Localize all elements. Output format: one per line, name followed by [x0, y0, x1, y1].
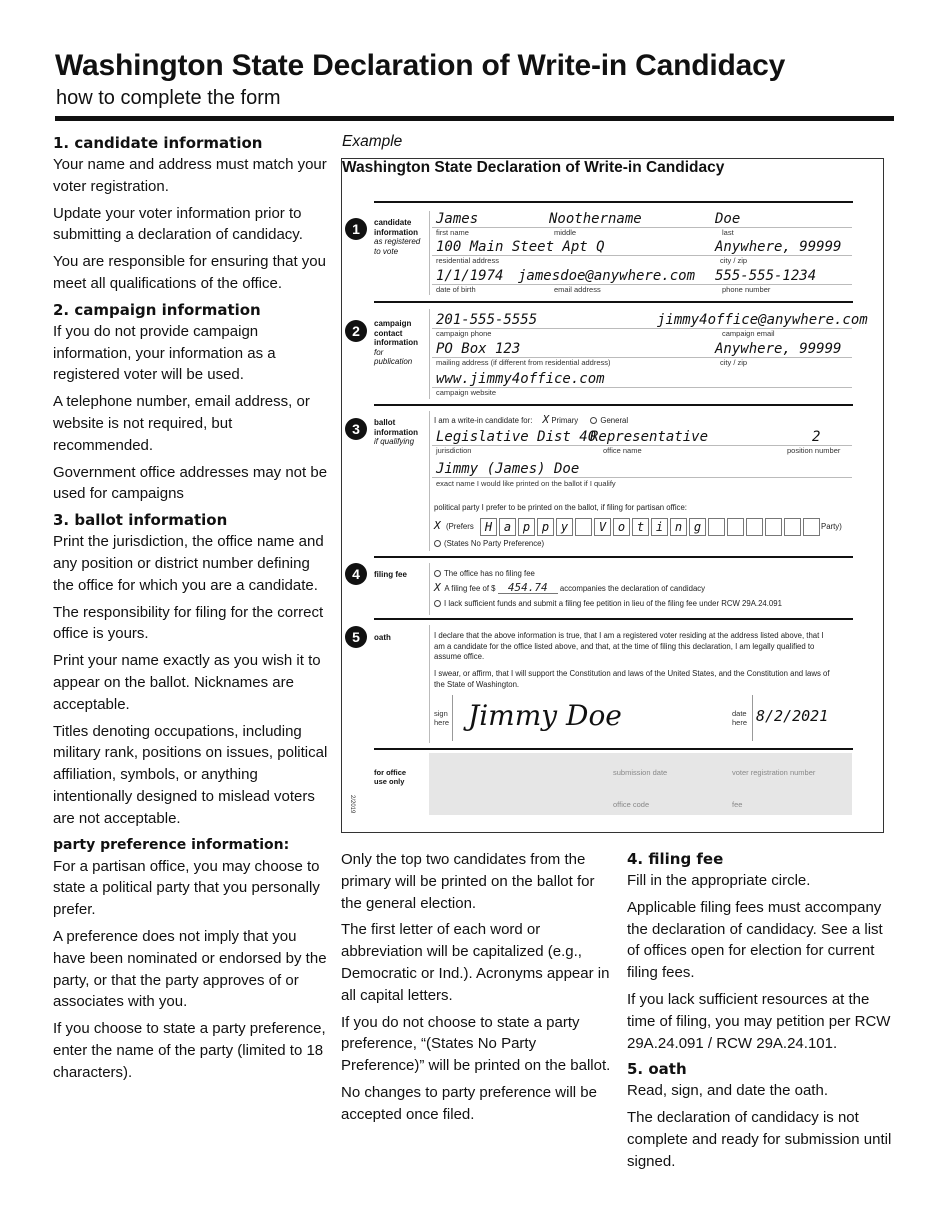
party-letter-box[interactable]: [746, 518, 763, 536]
candidate-info-text-1: Your name and address must match your voter registration.: [53, 156, 327, 195]
primary-option[interactable]: Primary: [551, 416, 579, 425]
form-divider: [374, 556, 853, 558]
office-name-label: office name: [603, 446, 642, 455]
first-name-label: first name: [436, 228, 469, 237]
jurisdiction-value: Legislative Dist 40: [436, 429, 597, 445]
last-name-label: last: [722, 228, 734, 237]
middle-name-label: middle: [554, 228, 577, 237]
form-divider: [374, 201, 853, 203]
mailing-address-value: PO Box 123: [436, 341, 521, 357]
date-divider: [752, 695, 753, 741]
campaign-email-value: jimmy4office@anywhere.com: [657, 312, 868, 328]
voter-registration-label: voter registration number: [732, 768, 816, 777]
party-letter-boxes[interactable]: [480, 518, 820, 536]
party-close-label: Party): [821, 522, 842, 531]
mailing-address-label: mailing address (if different from residential address): [436, 358, 611, 367]
sign-here-label: sign here: [434, 709, 450, 727]
section-1-divider: [429, 211, 430, 295]
section-3-divider: [429, 411, 430, 551]
capitalization-text: The first letter of each word or abbreviation will be capitalized (e.g., Democratic or Ind.). Acronyms appear in all capital letters.: [341, 921, 610, 1004]
party-preference-text-3: If you choose to state a party preference, enter the name of the party (limited to 18 characters).: [53, 1020, 326, 1081]
phone-value: 555-555-1234: [715, 268, 817, 284]
position-number-label: position number: [787, 446, 841, 455]
fee-label: fee: [732, 800, 743, 809]
filing-fee-text-2: Applicable filing fees must accompany the declaration of candidacy. See a list of offices open for election for current filing fees.: [627, 898, 883, 982]
party-preference-heading: party preference information:: [53, 836, 290, 853]
no-fee-option[interactable]: The office has no filing fee: [434, 569, 535, 580]
form-title: Washington State Declaration of Write-in Candidacy: [342, 159, 725, 176]
write-in-candidate-row: I am a write-in candidate for: X Primary General: [434, 413, 629, 426]
campaign-info-text-1: If you do not provide campaign information, your information as a registered voter will be used.: [53, 322, 276, 384]
city-zip-value: Anywhere, 99999: [715, 239, 842, 255]
fee-petition-radio[interactable]: [434, 600, 441, 607]
general-radio[interactable]: [590, 417, 597, 424]
fee-option[interactable]: X A filing fee of $ 454.74 accompanies the declaration of candidacy: [434, 581, 706, 594]
party-letter-box[interactable]: [803, 518, 820, 536]
page-title: Washington State Declaration of Write-in Candidacy: [55, 49, 786, 82]
date-value[interactable]: 8/2/2021: [756, 707, 829, 725]
section-2-label: campaign contact information for publication: [374, 319, 418, 366]
party-letter-box[interactable]: V: [594, 518, 611, 536]
title-rule: [55, 116, 894, 121]
no-party-text: If you do not choose to state a party preference, “(States No Party Preference)” will be printed on the ballot.: [341, 1013, 611, 1075]
party-letter-box[interactable]: [727, 518, 744, 536]
party-letter-box[interactable]: a: [499, 518, 516, 536]
party-letter-box[interactable]: [765, 518, 782, 536]
no-party-option[interactable]: (States No Party Preference): [434, 539, 544, 550]
no-fee-radio[interactable]: [434, 570, 441, 577]
form-divider: [374, 404, 853, 406]
fee-amount: 454.74: [498, 583, 558, 594]
party-letter-box[interactable]: g: [689, 518, 706, 536]
ballot-info-heading: 3. ballot information: [53, 511, 228, 530]
party-letter-box[interactable]: n: [670, 518, 687, 536]
fee-checkmark: X: [434, 581, 441, 594]
form-divider: [374, 748, 853, 750]
submission-date-label: submission date: [613, 768, 668, 777]
fee-petition-option[interactable]: I lack sufficient funds and submit a filing fee petition in lieu of the filing fee under RCW 29A.24.091: [434, 599, 782, 610]
email-value: jamesdoe@anywhere.com: [518, 268, 696, 284]
field-underline: [432, 284, 852, 285]
jurisdiction-label: jurisdiction: [436, 446, 472, 455]
campaign-info-heading: 2. campaign information: [53, 300, 261, 319]
email-label: email address: [554, 285, 601, 294]
ballot-name-label: exact name I would like printed on the ballot if I qualify: [436, 479, 616, 488]
filing-fee-heading: 4. filing fee: [627, 850, 724, 868]
section-5-number: 5: [345, 626, 367, 648]
campaign-email-label: campaign email: [722, 329, 775, 338]
form-divider: [374, 618, 853, 620]
middle-name-value: Noothername: [549, 211, 642, 227]
campaign-phone-value: 201-555-5555: [436, 312, 538, 328]
party-preference-text-2: A preference does not imply that you have been nominated or endorsed by the party, or that the party approves of or associates with you.: [53, 927, 327, 1011]
prefers-checkmark: X: [434, 519, 441, 532]
party-letter-box[interactable]: H: [480, 518, 497, 536]
party-letter-box[interactable]: [575, 518, 592, 536]
page-subtitle: how to complete the form: [56, 87, 281, 109]
ballot-info-text-1: Print the jurisdiction, the office name and any position or district number defining the office for which you are a candidate.: [53, 533, 324, 594]
oath-heading: 5. oath: [627, 1060, 687, 1079]
top-two-text: Only the top two candidates from the primary will be printed on the ballot for the general election.: [341, 851, 595, 912]
party-preference-row: [434, 518, 854, 538]
address-label: residential address: [436, 256, 499, 265]
oath-text-b: The declaration of candidacy is not complete and ready for submission until signed.: [627, 1109, 892, 1170]
position-number-value: 2: [812, 429, 821, 445]
party-letter-box[interactable]: [708, 518, 725, 536]
party-letter-box[interactable]: p: [537, 518, 554, 536]
party-prompt: political party I prefer to be printed on the ballot, if filing for partisan office:: [434, 503, 687, 512]
filing-fee-text-3: If you lack sufficient resources at the time of filing, you may petition per RCW 29A.24.091 / RCW 29A.24.101.: [627, 990, 891, 1052]
section-3-number: 3: [345, 418, 367, 440]
campaign-phone-label: campaign phone: [436, 329, 492, 338]
form-divider: [374, 301, 853, 303]
no-changes-text: No changes to party preference will be accepted once filed.: [341, 1083, 597, 1123]
instructions-left-column: [53, 133, 331, 1088]
filing-fee-text-1: Fill in the appropriate circle.: [627, 872, 811, 889]
section-2-number: 2: [345, 320, 367, 342]
party-letter-box[interactable]: [784, 518, 801, 536]
general-option[interactable]: General: [600, 416, 629, 425]
office-use-label: for office use only: [374, 768, 407, 786]
ballot-info-text-2: The responsibility for filing for the correct office is yours.: [53, 603, 324, 643]
campaign-city-zip-value: Anywhere, 99999: [715, 341, 842, 357]
signature-value[interactable]: Jimmy Doe: [468, 699, 622, 732]
prefers-label: (Prefers: [446, 522, 474, 531]
ballot-name-value: Jimmy (James) Doe: [436, 461, 580, 477]
section-4-number: 4: [345, 563, 367, 585]
section-4-divider: [429, 563, 430, 615]
section-4-label: filing fee: [374, 570, 407, 579]
office-name-value: Representative: [590, 429, 709, 445]
candidate-info-text-3: You are responsible for ensuring that you meet all qualifications of the office.: [53, 253, 326, 292]
campaign-info-text-2: A telephone number, email address, or website is not required, but recommended.: [53, 393, 310, 454]
party-letter-box[interactable]: t: [632, 518, 649, 536]
candidate-info-heading: 1. candidate information: [53, 134, 263, 152]
address-value: 100 Main Steet Apt Q: [436, 239, 605, 255]
party-letter-box[interactable]: y: [556, 518, 573, 536]
party-letter-box[interactable]: p: [518, 518, 535, 536]
campaign-info-text-3: Government office addresses may not be used for campaigns: [53, 463, 328, 503]
website-value: www.jimmy4office.com: [436, 371, 605, 387]
dob-value: 1/1/1974: [436, 268, 504, 284]
field-underline: [432, 227, 852, 228]
oath-text-1: I declare that the above information is true, that I am a registered voter residing at the address listed above, that I am a candidate for the office listed above, and that, at the time of filing this declaration, I am legally qualified to assume office.: [434, 631, 824, 661]
primary-checkmark: X: [542, 413, 550, 426]
example-label: Example: [342, 133, 403, 150]
section-2-divider: [429, 309, 430, 399]
sign-divider: [452, 695, 453, 741]
website-label: campaign website: [436, 388, 497, 397]
party-preference-text-1: For a partisan office, you may choose to state a political party that you personally prefer.: [53, 857, 320, 919]
candidate-info-text-2: Update your voter information prior to submitting a declaration of candidacy.: [53, 204, 303, 244]
example-form: [341, 158, 884, 833]
section-3-label: ballot information if qualifying: [374, 418, 418, 446]
form-version: 2/2019: [349, 795, 355, 814]
instructions-right-column: [627, 849, 897, 1178]
section-1-label: candidate information as registered to vote: [374, 218, 421, 256]
party-letter-box[interactable]: i: [651, 518, 668, 536]
section-1-number: 1: [345, 218, 367, 240]
oath-text-a: Read, sign, and date the oath.: [627, 1082, 828, 1100]
field-underline: [432, 477, 852, 478]
ballot-info-text-4: Titles denoting occupations, including military rank, positions on issues, political affiliation, symbols, or anything intentionally designed to mislead voters are not acceptable.: [53, 722, 328, 827]
office-code-label: office code: [613, 800, 650, 809]
party-letter-box[interactable]: o: [613, 518, 630, 536]
city-zip-label: city / zip: [720, 256, 748, 265]
section-5-divider: [429, 625, 430, 743]
instructions-middle-column: [341, 849, 613, 1131]
oath-text-2: I swear, or affirm, that I will support the Constitution and laws of the United States, and the Constitution and laws of the State of Washington.: [434, 669, 830, 689]
phone-label: phone number: [722, 285, 771, 294]
ballot-info-text-3: Print your name exactly as you wish it to appear on the ballot. Nicknames are acceptable.: [53, 652, 321, 713]
date-here-label: date here: [732, 709, 748, 727]
office-use-box: [429, 753, 852, 815]
no-party-radio[interactable]: [434, 540, 441, 547]
dob-label: date of birth: [436, 285, 476, 294]
campaign-city-zip-label: city / zip: [720, 358, 748, 367]
first-name-value: James: [436, 211, 479, 227]
last-name-value: Doe: [715, 211, 741, 227]
field-underline: [432, 328, 852, 329]
section-5-label: oath: [374, 633, 391, 642]
